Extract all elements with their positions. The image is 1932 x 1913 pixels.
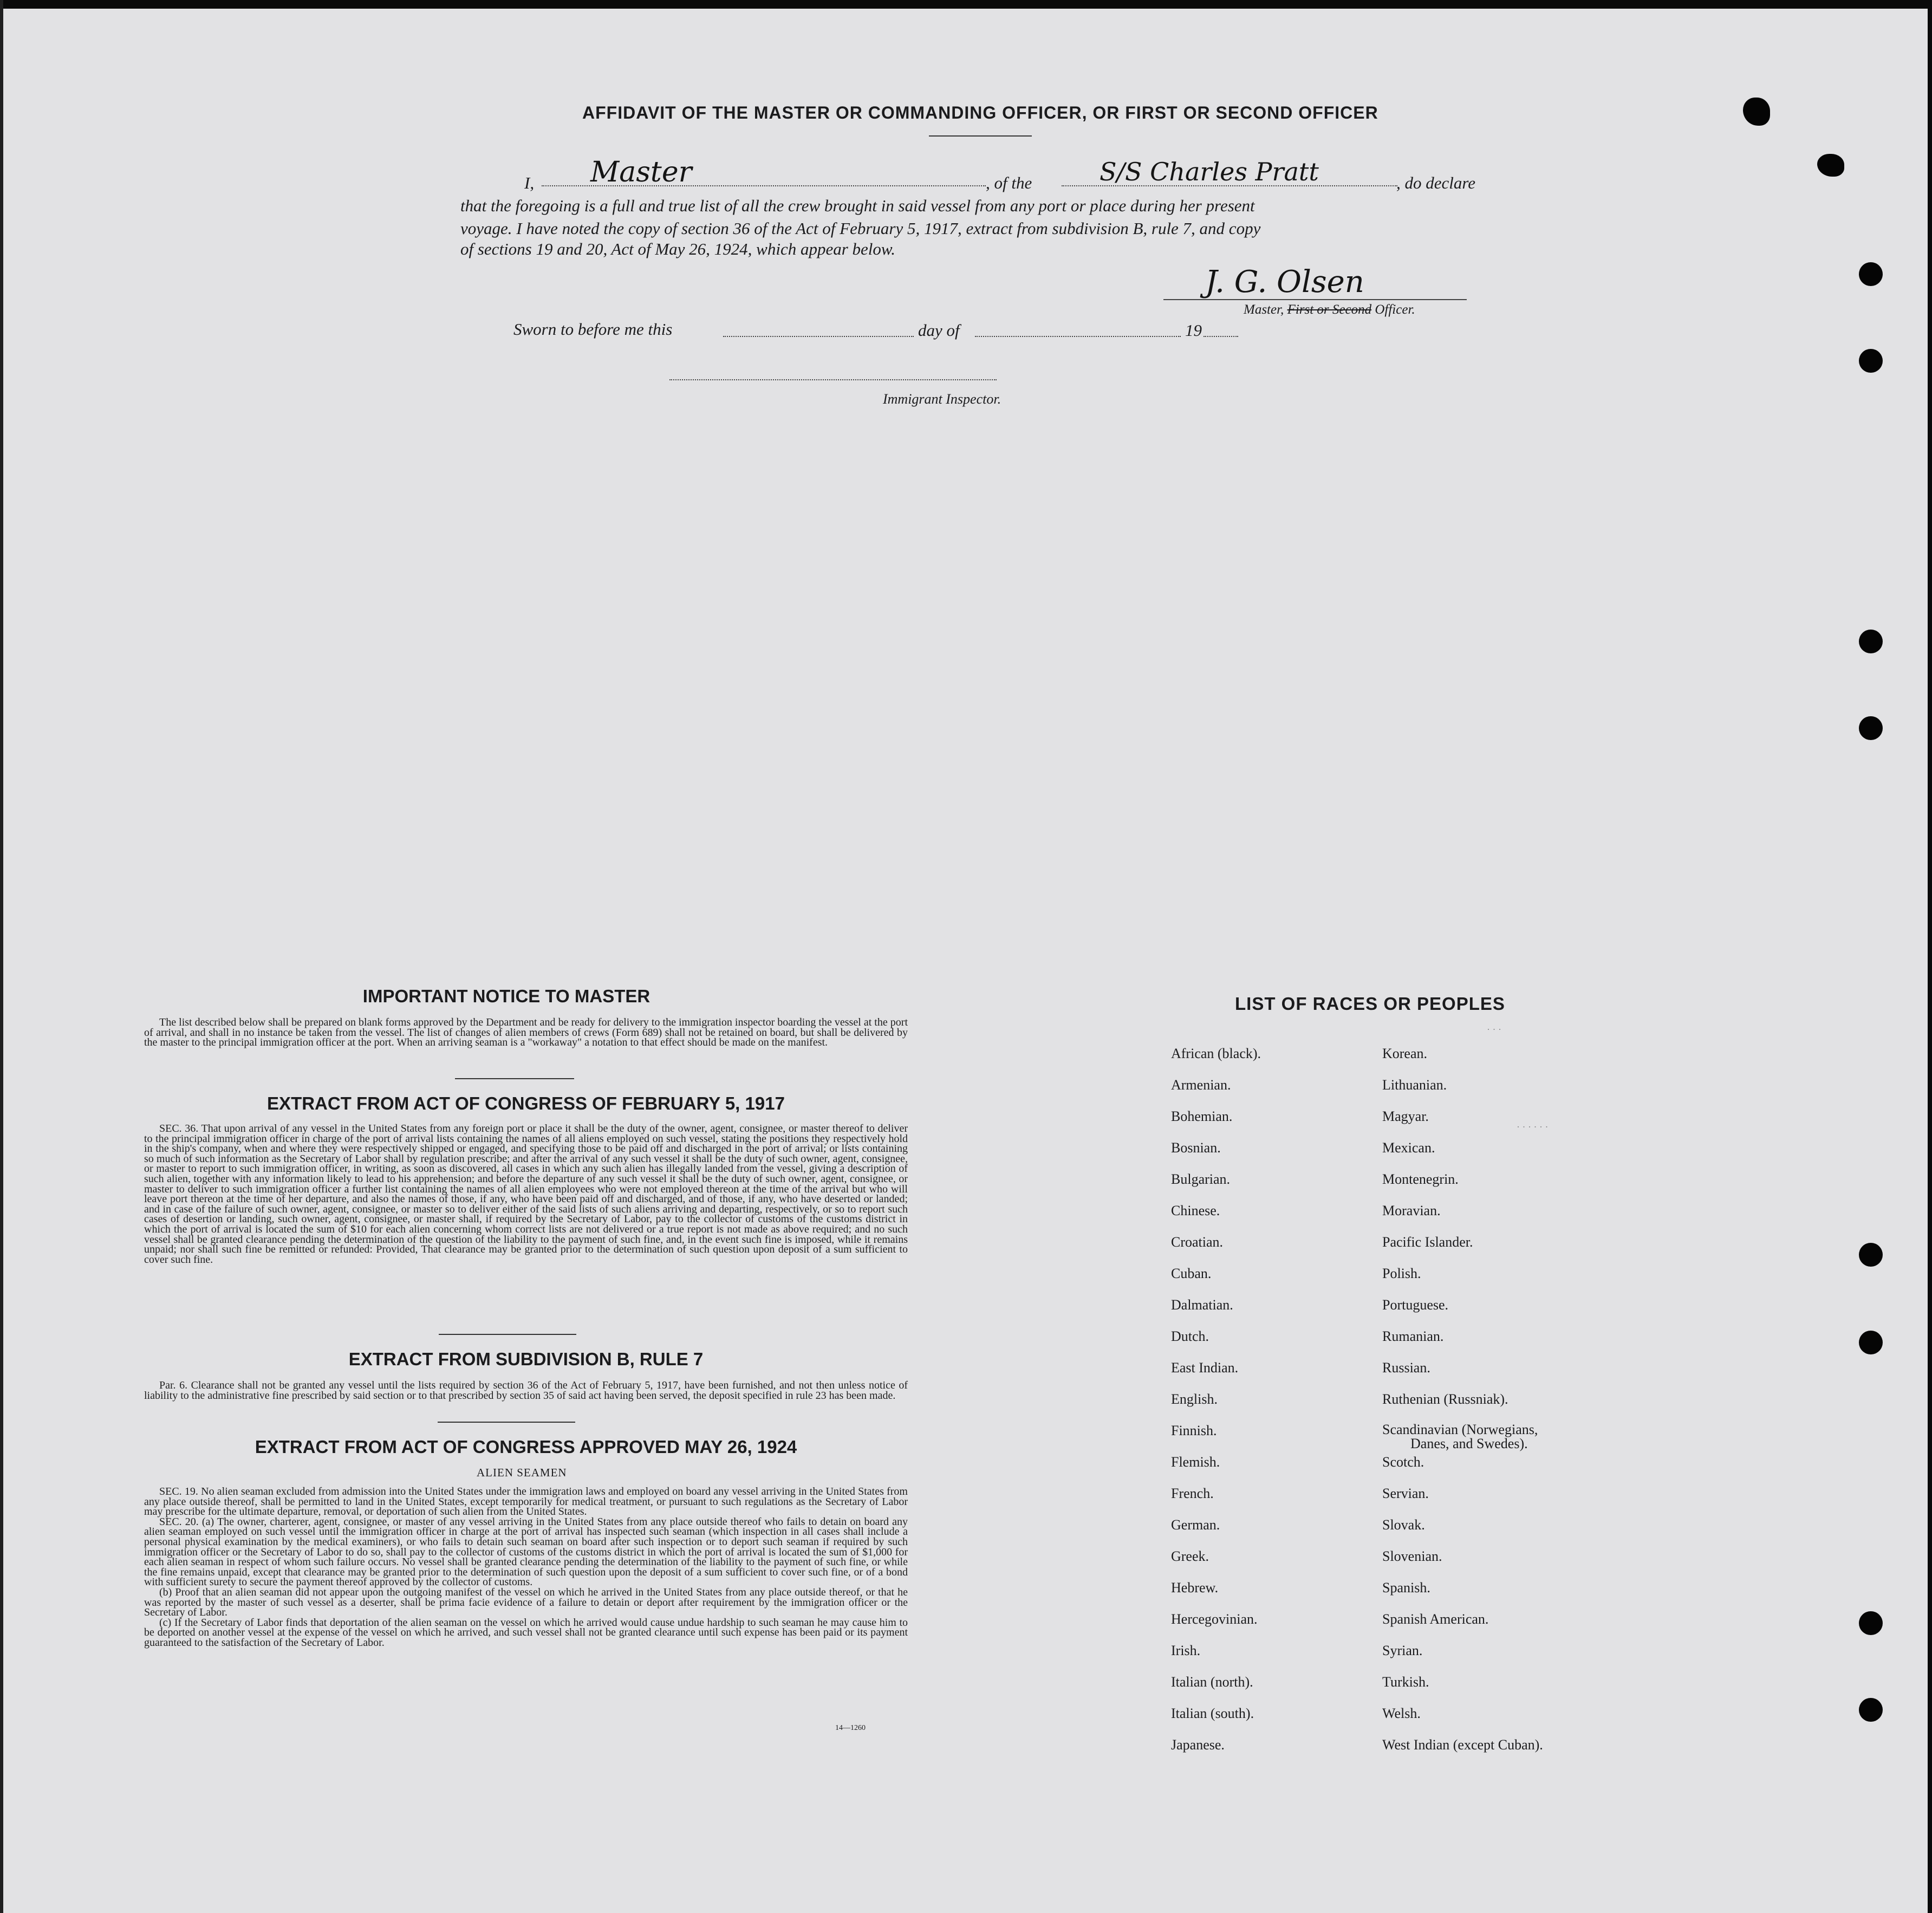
race-item: Welsh. (1382, 1706, 1421, 1721)
declaration-line-2: voyage. I have noted the copy of section 36 of the Act of February 5, 1917, extract from subdivision B, rule 7, and copy (460, 219, 1261, 238)
form-number: 14—1260 (835, 1724, 866, 1732)
race-item: Bulgarian. (1171, 1171, 1231, 1187)
race-item: Portuguese. (1382, 1297, 1449, 1313)
master-handwritten: Master (590, 156, 692, 189)
race-item: Korean. (1382, 1046, 1428, 1061)
affidavit-title: AFFIDAVIT OF THE MASTER OR COMMANDING OFFICER, OR FIRST OR SECOND OFFICER (582, 103, 1378, 122)
do-declare-label: , do declare (1396, 173, 1476, 192)
sworn-month-line (975, 336, 1181, 337)
scan-edge-right (1928, 0, 1932, 1913)
race-item: German. (1171, 1517, 1220, 1533)
race-item: African (black). (1171, 1046, 1261, 1061)
notice-paragraph: The list described below shall be prepared on blank forms approved by the Department and be ready for delivery to the immigration inspector boarding the vessel at the port of arrival, and shall in no instance be taken from the vessel. The list of changes of alien members of crews (Form 689) shall not be retained on board, but shall be delivered by the master to the principal immigration officer at the port. When an arriving seaman is a "workaway" a notation to that effect should be made on the manifest. (144, 1016, 908, 1049)
race-item: Croatian. (1171, 1234, 1224, 1250)
inspector-signature-line (669, 379, 997, 380)
faint-bleed-text: · · · · · · (1517, 1121, 1549, 1132)
ink-blot (1743, 98, 1770, 126)
race-item: Moravian. (1382, 1203, 1441, 1218)
section-divider (439, 1334, 576, 1335)
sec20c-paragraph: (c) If the Secretary of Labor finds that deportation of the alien seaman on the vessel on which he arrived would cause undue hardship to such seaman he may cause him to be deported on another vessel at the expense of the vessel on which he arrived, and such vessel shall not be granted clearance until such expense has been paid or its payment guaranteed to the satisfaction of the Secretary of Labor. (144, 1616, 908, 1649)
race-item: Cuban. (1171, 1266, 1212, 1281)
race-item: Flemish. (1171, 1454, 1220, 1470)
binder-hole (1859, 262, 1883, 286)
race-item: Dalmatian. (1171, 1297, 1233, 1313)
ink-blot (1817, 154, 1844, 177)
race-item: Bohemian. (1171, 1108, 1233, 1124)
race-item: Turkish. (1382, 1674, 1429, 1690)
caption-master: Master, (1244, 302, 1284, 317)
race-item: Chinese. (1171, 1203, 1220, 1218)
race-item: Rumanian. (1382, 1328, 1444, 1344)
declaration-line-1: that the foregoing is a full and true list of all the crew brought in said vessel from any port or place during her present (460, 196, 1255, 215)
race-item: West Indian (except Cuban). (1382, 1737, 1543, 1753)
faint-bleed-text: · · · (1487, 1024, 1501, 1035)
race-item: Greek. (1171, 1548, 1209, 1564)
binder-hole (1859, 716, 1883, 740)
caption-struck: First or Second (1287, 302, 1372, 317)
race-item: French. (1171, 1486, 1214, 1501)
race-item: Scandinavian (Norwegians, Danes, and Swedes). (1382, 1422, 1538, 1451)
extract-rule7-title: EXTRACT FROM SUBDIVISION B, RULE 7 (348, 1349, 704, 1369)
section-divider (455, 1078, 574, 1079)
sec20b-paragraph: (b) Proof that an alien seaman did not appear upon the outgoing manifest of the vessel on which he arrived in the United States from any place outside thereof, or that he was reported by the master of such vessel as a deserter, shall be prima facie evidence of a failure to detain or deport after requirement by the immigration officer or the Secretary of Labor. (144, 1586, 908, 1619)
sec19-paragraph: SEC. 19. No alien seaman excluded from admission into the United States under the immigration laws and employed on board any vessel arriving in the United States from any place outside thereof, shall be permitted to land in the United States, except temporarily for medical treatment, or pursuant to such regulations as the Secretary of Labor may prescribe for the ultimate departure, removal, or deportation of such alien from the United States. (144, 1486, 908, 1518)
of-the-label: , of the (986, 173, 1032, 192)
race-item: Lithuanian. (1382, 1077, 1447, 1093)
sec20a-paragraph: SEC. 20. (a) The owner, charterer, agent, consignee, or master of any vessel arriving in the United States from any place outside thereof who fails to detain on board any alien seaman employed on such vessel until the immigration officer in charge at the port of arrival has inspected such seaman (which inspection in all cases shall include a personal physical examination by the medical examiners), or who fails to detain such seaman on board after such inspection or to deport such seaman if required by such immigration officer or the Secretary of Labor to do so, shall pay to the collector of customs of the customs district in which the port of arrival is located the sum of $1,000 for each alien seaman in respect of whom such failure occurs. No vessel shall be granted clearance pending the determination of the liability to the payment of such fine, or while the fine remains unpaid, except that clearance may be granted prior to the determination of such question upon the deposit of a sum sufficient to cover such fine, or of a bond with sufficient surety to secure the payment thereof approved by the collector of customs. (144, 1515, 908, 1588)
vessel-handwritten: S/S Charles Pratt (1100, 157, 1319, 186)
race-item: Slovak. (1382, 1517, 1425, 1533)
race-item: Scotch. (1382, 1454, 1424, 1470)
race-item: Ruthenian (Russniak). (1382, 1391, 1508, 1407)
notice-title: IMPORTANT NOTICE TO MASTER (362, 986, 650, 1006)
signature-caption (1244, 302, 1415, 317)
inspector-caption: Immigrant Inspector. (883, 391, 1001, 407)
race-item-continued: Danes, and Swedes). (1410, 1436, 1528, 1451)
race-item: Finnish. (1171, 1423, 1217, 1438)
sworn-year-line (1204, 336, 1238, 337)
extract-1924-body (144, 1487, 908, 1648)
binder-hole (1859, 630, 1883, 653)
binder-hole (1859, 1698, 1883, 1722)
binder-hole (1859, 1331, 1883, 1354)
sworn-label: Sworn to before me this (513, 320, 673, 339)
race-item: Spanish American. (1382, 1611, 1489, 1627)
binder-hole (1859, 1611, 1883, 1635)
race-item: Russian. (1382, 1360, 1430, 1376)
binder-hole (1859, 349, 1883, 373)
signature-line (1163, 299, 1467, 300)
race-item: Armenian. (1171, 1077, 1231, 1093)
scan-edge-left (0, 0, 3, 1913)
race-item: Hebrew. (1171, 1580, 1219, 1596)
day-of-label: day of (918, 321, 960, 340)
extract-rule7-body (144, 1380, 908, 1400)
extract-1924-title: EXTRACT FROM ACT OF CONGRESS APPROVED MAY 26, 1924 (255, 1437, 797, 1457)
year-prefix: 19 (1185, 321, 1202, 340)
race-item: Servian. (1382, 1486, 1429, 1501)
officer-signature: J. G. Olsen (1205, 264, 1364, 300)
binder-hole (1859, 1243, 1883, 1267)
race-item: Syrian. (1382, 1643, 1423, 1658)
race-item: Spanish. (1382, 1580, 1430, 1596)
races-title: LIST OF RACES OR PEOPLES (1235, 994, 1505, 1014)
race-item: Dutch. (1171, 1328, 1209, 1344)
race-item: Japanese. (1171, 1737, 1225, 1753)
race-item: Irish. (1171, 1643, 1201, 1658)
race-item: Mexican. (1382, 1140, 1435, 1156)
race-item: East Indian. (1171, 1360, 1239, 1376)
scan-edge-top (0, 0, 1932, 9)
extract-1917-body (144, 1124, 908, 1264)
section-divider (438, 1422, 575, 1423)
affidavit-i-label: I, (524, 173, 535, 192)
extract-1917-title: EXTRACT FROM ACT OF CONGRESS OF FEBRUARY 5, 1917 (267, 1093, 785, 1113)
race-item: English. (1171, 1391, 1218, 1407)
race-item: Italian (south). (1171, 1706, 1254, 1721)
par6-paragraph: Par. 6. Clearance shall not be granted any vessel until the lists required by section 36 of the Act of February 5, 1917, have been furnished, and not then unless notice of liability to the administrative fine prescribed by said section or to that prescribed by section 35 of said act having been served, the deposit specified in rule 23 has been made. (144, 1379, 908, 1402)
race-item: Magyar. (1382, 1108, 1429, 1124)
race-item: Italian (north). (1171, 1674, 1253, 1690)
race-item: Slovenian. (1382, 1548, 1442, 1564)
sec36-paragraph: SEC. 36. That upon arrival of any vessel in the United States from any foreign port or place it shall be the duty of the owner, agent, consignee, or master thereof to deliver to the principal immigration officer in charge of the port of arrival lists containing the names of all aliens employed on such vessel, stating the positions they respectively hold in the ship's company, when and where they were respectively shipped or engaged, and specifying those to be paid off and discharged in the port of arrival; or lists containing so much of such information as the Secretary of Labor shall by regulation prescribe; and after the arrival of any such vessel it shall be the duty of such owner, agent, consignee, or master to report to such immigration officer, in writing, as soon as discovered, all cases in which any such alien has illegally landed from the vessel, giving a description of such alien, together with any information likely to lead to his apprehension; and before the departure of any such vessel it shall be the duty of such owner, agent, consignee, or master to deliver to such immigration officer a further list containing the names of all alien employees who were not employed thereon at the time of the arrival but who will leave port thereon at the time of her departure, and also the names of those, if any, who have been paid off and discharged, and of those, if any, who have deserted or landed; and in case of the failure of such owner, agent, consignee, or master so to deliver either of the said lists of such aliens arriving and departing, respectively, or so to report such cases of desertion or landing, such owner, agent, consignee, or master shall, if required by the Secretary of Labor, pay to the collector of customs of the customs district in which the port of arrival is located the sum of $10 for each alien concerning whom correct lists are not delivered or a true report is not made as above required; and no such vessel shall be granted clearance pending the determination of the question of the liability to the payment of such fine, and, in the event such fine is imposed, while it remains unpaid; nor shall such fine be remitted or refunded: Provided, That clearance may be granted prior to the determination of such question upon deposit of a sum sufficient to cover such fine. (144, 1123, 908, 1266)
alien-seamen-subtitle: ALIEN SEAMEN (477, 1466, 567, 1479)
declaration-line-3: of sections 19 and 20, Act of May 26, 1924, which appear below. (460, 239, 896, 258)
race-item: Montenegrin. (1382, 1171, 1459, 1187)
caption-officer: Officer. (1375, 302, 1415, 317)
sworn-day-line (723, 336, 914, 337)
title-divider (929, 135, 1032, 137)
notice-body (144, 1017, 908, 1048)
race-item: Pacific Islander. (1382, 1234, 1473, 1250)
race-item: Hercegovinian. (1171, 1611, 1258, 1627)
race-item: Polish. (1382, 1266, 1421, 1281)
race-item: Bosnian. (1171, 1140, 1221, 1156)
